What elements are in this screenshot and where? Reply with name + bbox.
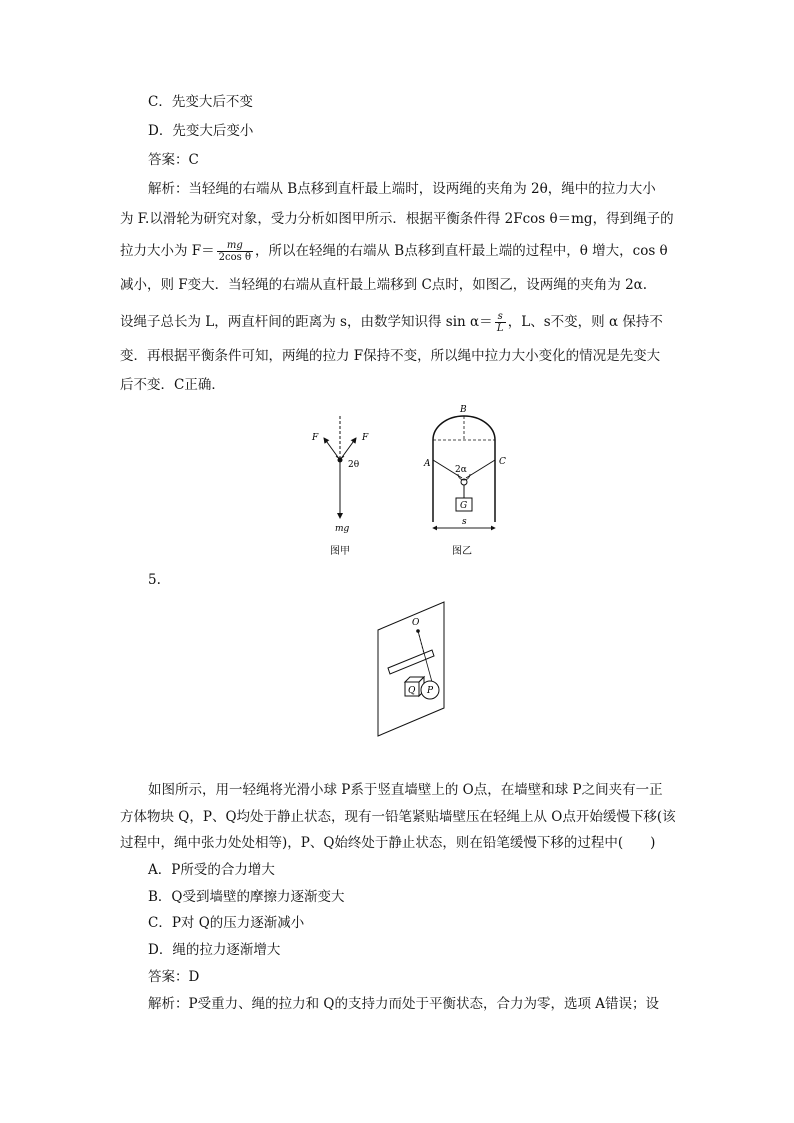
option-b: B．Q受到墙壁的摩擦力逐渐变大 [148, 889, 345, 905]
point-a: A [424, 459, 431, 469]
option-d-q5: D．绳的拉力逐渐增大 [148, 942, 281, 958]
figure-force-diagrams [300, 400, 530, 560]
analysis-line-5-pre: 设绳子总长为 L，两直杆间的距离为 s，由数学知识得 sin α＝ [120, 314, 493, 330]
analysis2-line-1: 解析：P受重力、绳的拉力和 Q的支持力而处于平衡状态，合力为零，选项 A错误；设 [148, 996, 659, 1012]
analysis-line-3-post: ，所以在轻绳的右端从 B点移到直杆最上端的过程中，θ 增大，cos θ [255, 243, 668, 259]
figure-yi [423, 405, 506, 557]
weight-g: G [460, 501, 468, 511]
ball-p: P [427, 686, 434, 696]
point-o: O [412, 618, 420, 628]
analysis-line-4: 减小，则 F变大．当轻绳的右端从直杆最上端移到 C点时，如图乙，设两绳的夹角为 2α. [120, 277, 648, 293]
fraction-s-over-l [495, 311, 506, 334]
analysis-line-1: 解析：当轻绳的右端从 B点移到直杆最上端时，设两绳的夹角为 2θ，绳中的拉力大小 [148, 181, 656, 197]
analysis-line-7: 后不变．C正确． [120, 377, 225, 393]
force-label-left: F [312, 433, 319, 443]
question-line-1: 如图所示，用一轻绳将光滑小球 P系于竖直墙壁上的 O点，在墙壁和球 P之间夹有一正 [148, 782, 663, 798]
caption-yi: 图乙 [452, 546, 472, 557]
question-line-3: 过程中，绳中张力处处相等)，P、Q始终处于静止状态，则在铅笔缓慢下移的过程中( ) [120, 835, 656, 851]
option-d: D．先变大后变小 [148, 123, 254, 139]
question-number: 5. [148, 572, 161, 588]
fraction-denominator: L [496, 323, 504, 334]
fraction-mg-over-2costheta [217, 240, 253, 263]
analysis-line-5-post: ，L、s不变，则 α 保持不 [507, 314, 663, 330]
block-q: Q [408, 686, 416, 696]
fraction-denominator: 2cos θ [218, 252, 251, 263]
figure-wall-ball-block [368, 598, 448, 738]
analysis-line-3 [120, 240, 668, 263]
fraction-numerator: mg [217, 240, 253, 252]
answer-label-q5: 答案：D [148, 969, 200, 985]
option-c-q5: C．P对 Q的压力逐渐减小 [148, 915, 305, 931]
analysis-line-5 [120, 311, 663, 334]
point-c: C [499, 457, 506, 467]
caption-jia: 图甲 [330, 546, 350, 557]
option-c: C．先变大后不变 [148, 94, 253, 110]
analysis-line-3-pre: 拉力大小为 F＝ [120, 243, 215, 259]
answer-label: 答案：C [148, 152, 199, 168]
distance-s: s [462, 517, 467, 527]
weight-label: mg [335, 524, 350, 534]
force-label-right: F [362, 433, 369, 443]
angle-label-2theta: 2θ [348, 460, 360, 470]
option-a: A．P所受的合力增大 [148, 862, 275, 878]
question-line-2: 方体物块 Q，P、Q均处于静止状态，现有一铅笔紧贴墙壁压在轻绳上从 O点开始缓慢下移(该 [120, 809, 676, 825]
figure-jia [311, 416, 369, 557]
analysis-line-6: 变．再根据平衡条件可知，两绳的拉力 F保持不变，所以绳中拉力大小变化的情况是先变大 [120, 348, 661, 364]
point-b: B [460, 405, 467, 415]
fraction-numerator: s [495, 311, 506, 323]
analysis-line-2: 为 F.以滑轮为研究对象，受力分析如图甲所示．根据平衡条件得 2Fcos θ＝mg，得到绳子的 [120, 211, 674, 227]
angle-label-2alpha: 2α [455, 465, 467, 475]
